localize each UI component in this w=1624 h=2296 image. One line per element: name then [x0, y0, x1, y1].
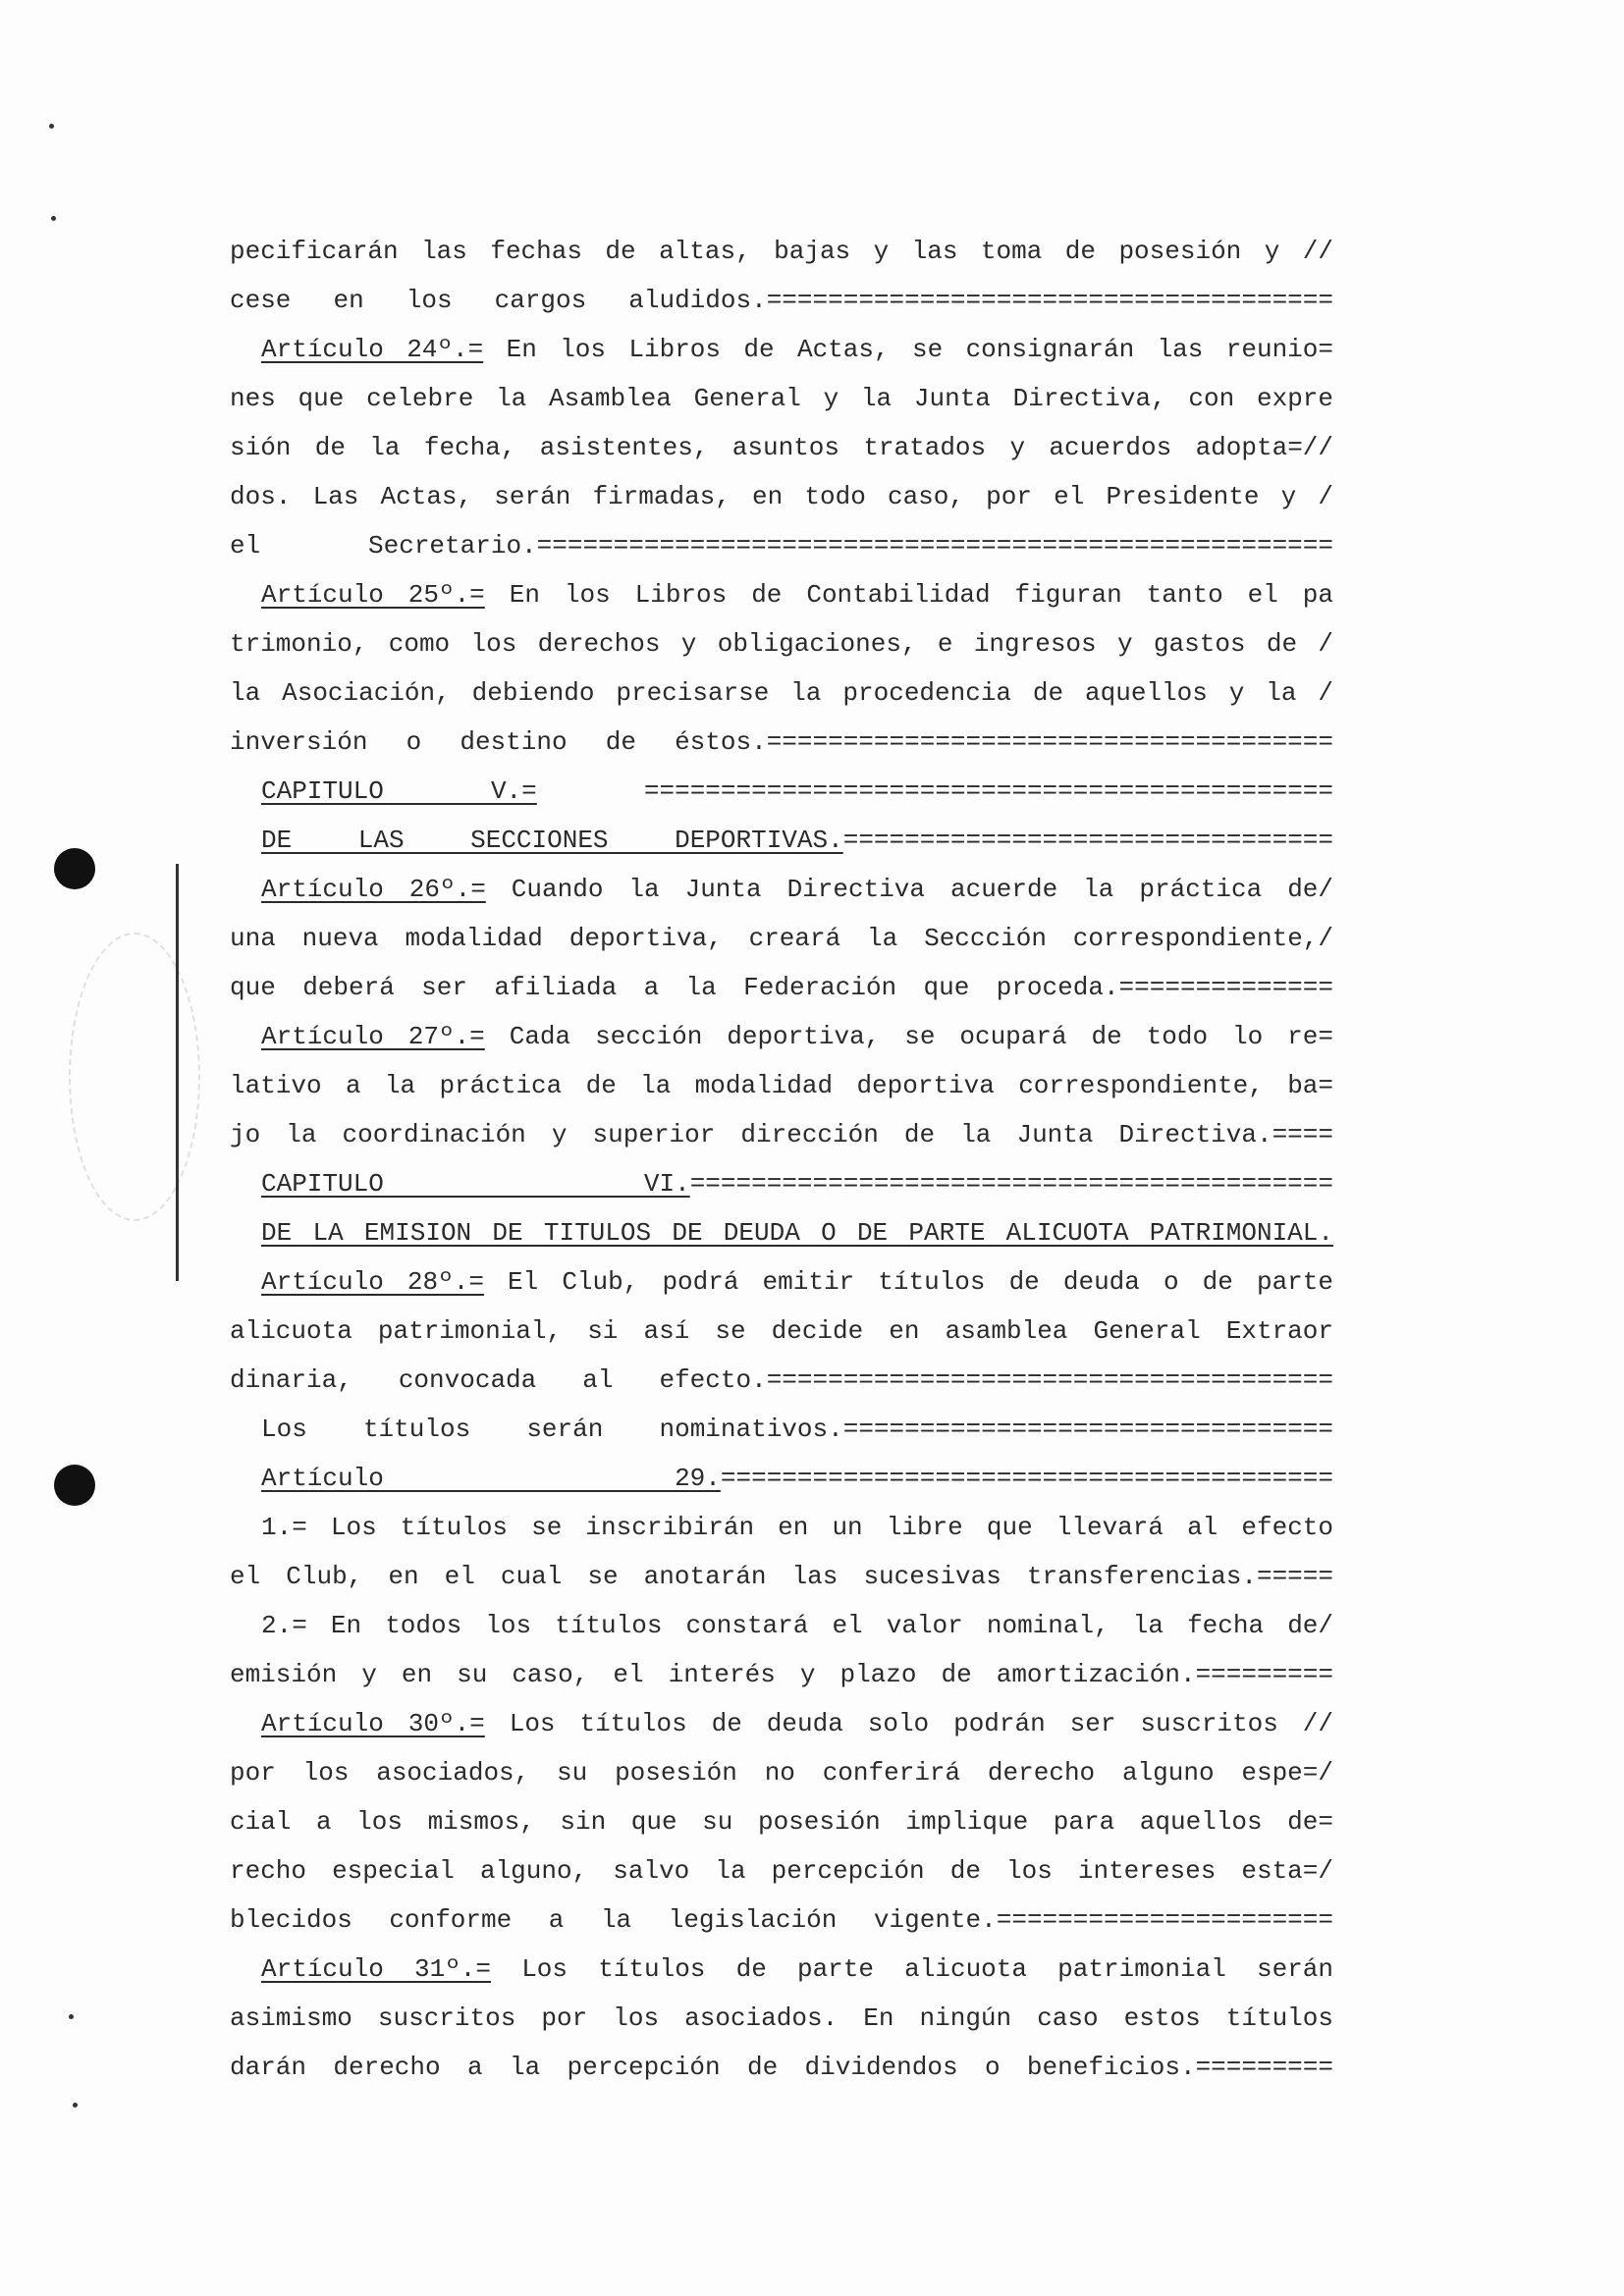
- text-line: [230, 472, 1333, 521]
- text-line: [230, 1356, 1333, 1405]
- line-text: En los Libros de Contabilidad figuran tanto el pa: [484, 580, 1333, 610]
- underlined-heading: Artículo 29.: [261, 1464, 721, 1493]
- line-text: Los títulos de parte alicuota patrimonial serán: [491, 1954, 1333, 1984]
- line-text: el Club, en el cual se anotarán las sucesivas transferencias.=====: [230, 1562, 1333, 1591]
- line-text: el Secretario.====================================================: [230, 531, 1333, 561]
- text-line: [230, 374, 1333, 423]
- line-text: Los títulos serán nominativos.================================: [261, 1415, 1333, 1444]
- line-text: En los Libros de Actas, se consignarán las reunio=: [483, 335, 1333, 364]
- underlined-heading: CAPITULO V.=: [261, 776, 537, 806]
- punch-hole-icon: [54, 848, 95, 889]
- text-line: [230, 1650, 1333, 1699]
- text-line: [230, 1110, 1333, 1159]
- line-text: emisión y en su caso, el interés y plazo de amortización.=========: [230, 1660, 1333, 1689]
- line-text: blecidos conforme a la legislación vigente.======================: [230, 1905, 1333, 1935]
- line-text: ========================================: [720, 1464, 1333, 1493]
- text-line: [230, 423, 1333, 472]
- margin-line: [176, 864, 179, 1281]
- underlined-heading: Artículo 31º.=: [261, 1954, 492, 1984]
- text-line: [230, 1257, 1333, 1307]
- text-line: [230, 1503, 1333, 1552]
- punch-hole-icon: [54, 1465, 95, 1506]
- text-line: [230, 276, 1333, 325]
- text-line: [230, 816, 1333, 865]
- underlined-heading: Artículo 26º.=: [261, 875, 486, 904]
- line-text: trimonio, como los derechos y obligaciones, e ingresos y gastos de /: [230, 629, 1333, 659]
- text-line: [230, 325, 1333, 374]
- line-text: sión de la fecha, asistentes, asuntos tratados y acuerdos adopta=//: [230, 433, 1333, 462]
- line-text: jo la coordinación y superior dirección de la Junta Directiva.====: [230, 1120, 1333, 1149]
- text-line: [230, 1601, 1333, 1650]
- text-line: [230, 718, 1333, 767]
- text-line: [230, 1846, 1333, 1896]
- line-text: 1.= Los títulos se inscribirán en un libre que llevará al efecto: [261, 1513, 1333, 1542]
- text-line: [230, 570, 1333, 619]
- line-text: Cada sección deportiva, se ocupará de todo lo re=: [484, 1022, 1333, 1051]
- line-text: cese en los cargos aludidos.=====================================: [230, 286, 1333, 315]
- underlined-heading: DE LA EMISION DE TITULOS DE DEUDA O DE PARTE ALICUOTA PATRIMONIAL.: [261, 1218, 1333, 1248]
- text-line: [230, 521, 1333, 570]
- text-line: [230, 1454, 1333, 1503]
- text-line: [230, 1994, 1333, 2043]
- line-text: la Asociación, debiendo precisarse la procedencia de aquellos y la /: [230, 678, 1333, 708]
- text-line: [230, 1012, 1333, 1061]
- text-line: [230, 865, 1333, 914]
- text-line: [230, 1552, 1333, 1601]
- line-text: Los títulos de deuda solo podrán ser suscritos //: [484, 1709, 1333, 1738]
- line-text: pecificarán las fechas de altas, bajas y las toma de posesión y //: [230, 237, 1333, 266]
- line-text: asimismo suscritos por los asociados. En ningún caso estos títulos: [230, 2003, 1333, 2033]
- text-line: [230, 1896, 1333, 1945]
- line-text: por los asociados, su posesión no conferirá derecho alguno espe=/: [230, 1758, 1333, 1788]
- line-text: nes que celebre la Asamblea General y la Junta Directiva, con expre: [230, 384, 1333, 413]
- text-line: [230, 1061, 1333, 1110]
- text-line: [230, 1748, 1333, 1797]
- line-text: lativo a la práctica de la modalidad deportiva correspondiente, ba=: [230, 1071, 1333, 1100]
- text-line: [230, 2043, 1333, 2092]
- underlined-heading: Artículo 28º.=: [261, 1267, 484, 1297]
- line-text: recho especial alguno, salvo la percepción de los intereses esta=/: [230, 1856, 1333, 1886]
- underlined-heading: Artículo 30º.=: [261, 1709, 485, 1738]
- line-text: =============================================: [536, 776, 1333, 806]
- text-line: [230, 227, 1333, 276]
- line-text: alicuota patrimonial, si así se decide en asamblea General Extraor: [230, 1316, 1333, 1346]
- line-text: ================================: [842, 826, 1333, 855]
- underlined-heading: CAPITULO VI.: [261, 1169, 690, 1199]
- text-line: [230, 668, 1333, 718]
- scan-speck: [51, 216, 56, 221]
- underlined-heading: DE LAS SECCIONES DEPORTIVAS.: [261, 826, 843, 855]
- text-line: [230, 914, 1333, 963]
- scan-speck: [73, 2103, 78, 2108]
- scan-speck: [69, 2014, 74, 2019]
- text-line: [230, 1797, 1333, 1846]
- text-line: [230, 1405, 1333, 1454]
- line-text: dos. Las Actas, serán firmadas, en todo caso, por el Presidente y /: [230, 482, 1333, 511]
- line-text: ==========================================: [689, 1169, 1333, 1199]
- line-text: una nueva modalidad deportiva, creará la Seccción correspondiente,/: [230, 924, 1333, 953]
- underlined-heading: Artículo 24º.=: [261, 335, 484, 364]
- line-text: inversión o destino de éstos.=====================================: [230, 727, 1333, 757]
- text-line: [230, 1699, 1333, 1748]
- underlined-heading: Artículo 25º.=: [261, 580, 485, 610]
- text-line: [230, 1307, 1333, 1356]
- text-line: [230, 1945, 1333, 1994]
- line-text: darán derecho a la percepción de dividendos o beneficios.=========: [230, 2053, 1333, 2082]
- line-text: cial a los mismos, sin que su posesión implique para aquellos de=: [230, 1807, 1333, 1837]
- faded-stamp-icon: [69, 933, 200, 1221]
- text-line: [230, 1159, 1333, 1208]
- text-line: [230, 619, 1333, 668]
- line-text: El Club, podrá emitir títulos de deuda o de parte: [483, 1267, 1333, 1297]
- text-line: [230, 963, 1333, 1012]
- document-body: [230, 227, 1333, 2092]
- text-line: [230, 1208, 1333, 1257]
- line-text: Cuando la Junta Directiva acuerde la práctica de/: [485, 875, 1333, 904]
- scan-speck: [49, 124, 54, 129]
- line-text: que deberá ser afiliada a la Federación que proceda.==============: [230, 973, 1333, 1002]
- text-line: [230, 767, 1333, 816]
- line-text: dinaria, convocada al efecto.=====================================: [230, 1365, 1333, 1395]
- underlined-heading: Artículo 27º.=: [261, 1022, 485, 1051]
- line-text: 2.= En todos los títulos constará el valor nominal, la fecha de/: [261, 1611, 1333, 1640]
